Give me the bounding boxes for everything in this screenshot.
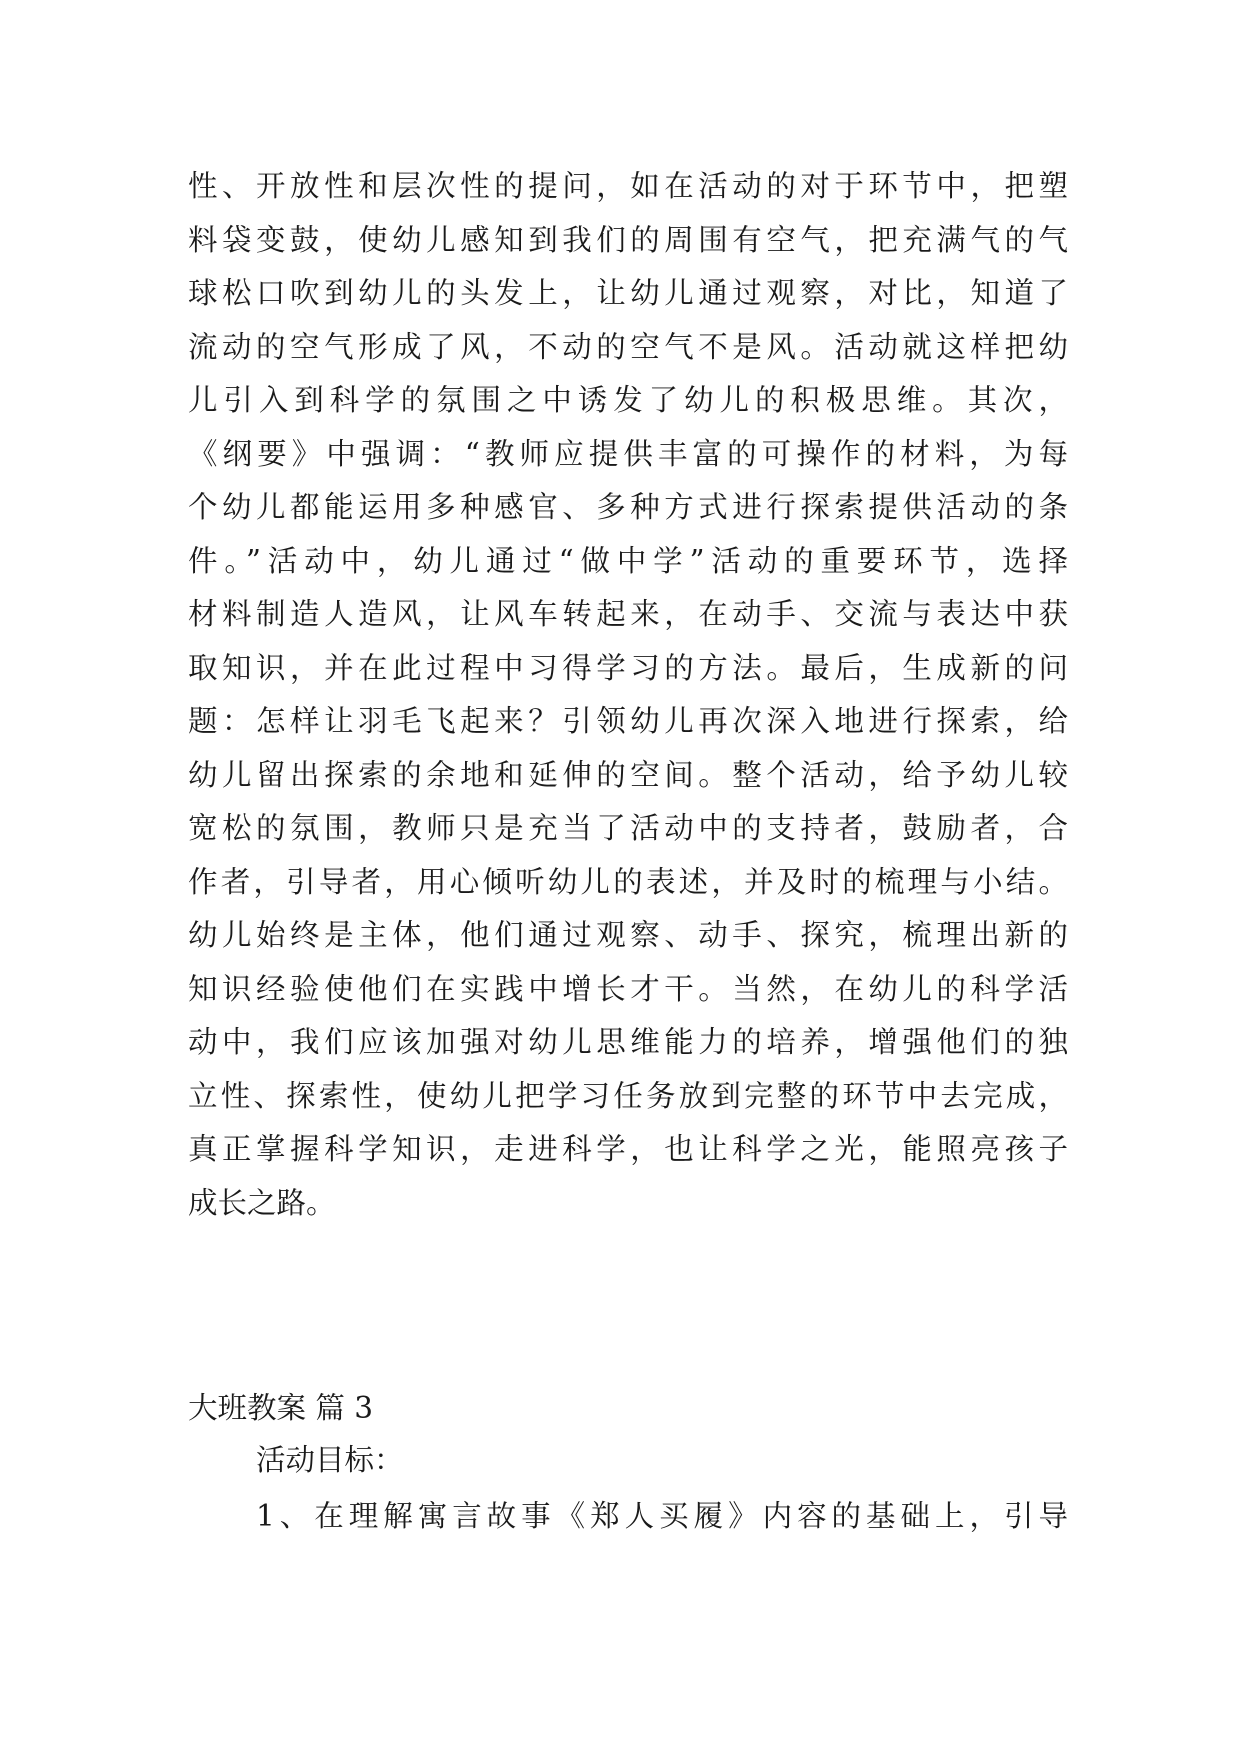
text-line: 成长之路。 (188, 1185, 336, 1220)
text-line: 儿引入到科学的氛围之中诱发了幼儿的积极思维。其次， (188, 383, 1068, 417)
text-line: 立性、探索性，使幼儿把学习任务放到完整的环节中去完成， (188, 1078, 1068, 1113)
goal-item: 1、在理解寓言故事《郑人买履》内容的基础上，引导 (256, 1499, 1068, 1533)
text-line: 《纲要》中强调：“教师应提供丰富的可操作的材料，为每 (188, 436, 1068, 471)
text-line: 球松口吹到幼儿的头发上，让幼儿通过观察，对比，知道了 (188, 276, 1068, 310)
body-paragraph (188, 160, 1068, 1230)
section-heading: 大班教案 篇 3 (188, 1391, 374, 1425)
text-line: 幼儿始终是主体，他们通过观察、动手、探究，梳理出新的 (188, 918, 1068, 952)
text-line: 性、开放性和层次性的提问，如在活动的对于环节中，把塑 (188, 169, 1068, 203)
text-line: 作者，引导者，用心倾听幼儿的表述，并及时的梳理与小结。 (188, 864, 1068, 899)
text-line: 料袋变鼓，使幼儿感知到我们的周围有空气，把充满气的气 (188, 222, 1068, 257)
text-line: 知识经验使他们在实践中增长才干。当然，在幼儿的科学活 (188, 971, 1068, 1006)
text-line: 件。”活动中，幼儿通过“做中学”活动的重要环节，选择 (188, 543, 1068, 578)
text-line: 动中，我们应该加强对幼儿思维能力的培养，增强他们的独 (188, 1025, 1068, 1059)
text-line: 幼儿留出探索的余地和延伸的空间。整个活动，给予幼儿较 (188, 757, 1068, 792)
goal-label: 活动目标： (256, 1443, 404, 1477)
text-line: 取知识，并在此过程中习得学习的方法。最后，生成新的问 (188, 650, 1068, 685)
text-line: 真正掌握科学知识，走进科学，也让科学之光，能照亮孩子 (188, 1132, 1068, 1166)
text-line: 流动的空气形成了风，不动的空气不是风。活动就这样把幼 (188, 329, 1068, 364)
text-line: 材料制造人造风，让风车转起来，在动手、交流与表达中获 (188, 597, 1068, 631)
text-line: 宽松的氛围，教师只是充当了活动中的支持者，鼓励者，合 (188, 811, 1068, 845)
text-line: 题：怎样让羽毛飞起来？引领幼儿再次深入地进行探索，给 (188, 704, 1068, 738)
text-line: 个幼儿都能运用多种感官、多种方式进行探索提供活动的条 (188, 490, 1068, 524)
